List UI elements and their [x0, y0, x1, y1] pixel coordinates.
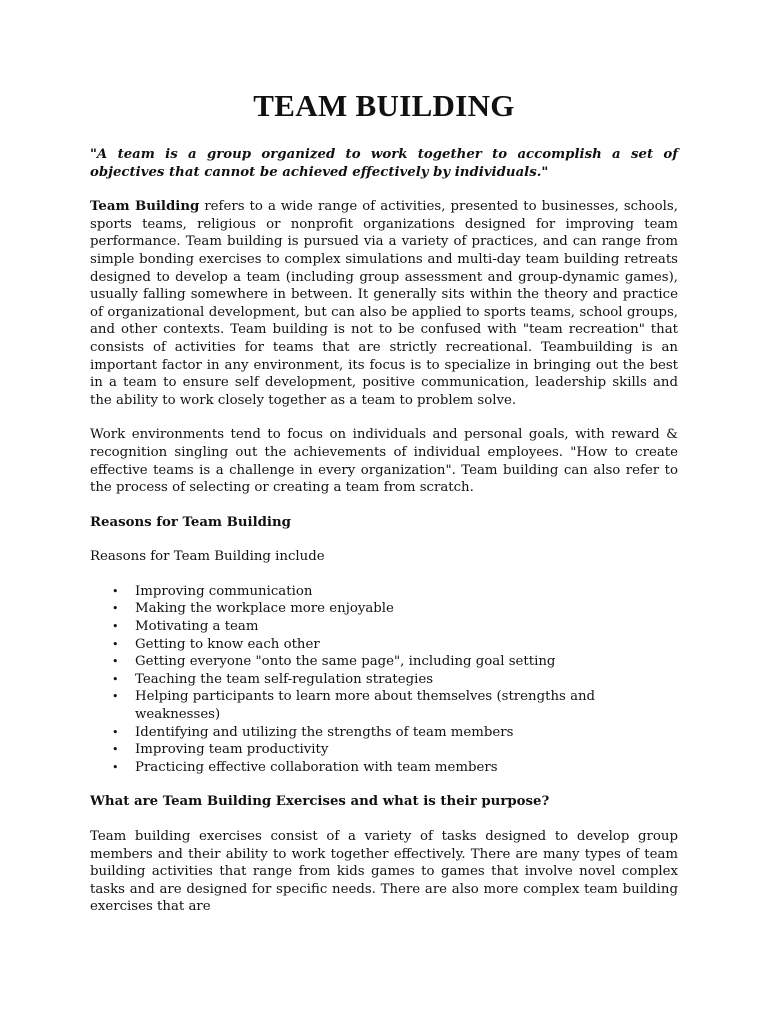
- list-item: • Motivating a team: [112, 619, 259, 635]
- document-page: [90, 88, 678, 933]
- list-item: • Getting everyone "onto the same page", including goal setting: [112, 654, 556, 670]
- list-item: • Helping participants to learn more about themselves (strengths and weaknesses): [112, 689, 596, 723]
- reasons-heading: Reasons for Team Building: [90, 514, 291, 530]
- list-item: • Identifying and utilizing the strengths of team members: [112, 724, 514, 740]
- exercises-heading: What are Team Building Exercises and what is their purpose?: [90, 794, 550, 810]
- bullet-icon: •: [112, 620, 119, 634]
- document-title: TEAM BUILDING: [253, 88, 515, 123]
- list-item: • Improving communication: [112, 583, 313, 599]
- reasons-intro: Reasons for Team Building include: [90, 549, 325, 565]
- definition-quote: "A team is a group organized to work together to accomplish a set of objectives that cannot be achieved effectively by individuals.": [90, 147, 678, 180]
- bullet-icon: •: [112, 725, 119, 739]
- list-item: • Making the workplace more enjoyable: [112, 601, 394, 617]
- bullet-icon: •: [112, 672, 119, 686]
- intro-text: refers to a wide range of activities, presented to businesses, schools, sports teams, religious or nonprofit organizations designed for improving team performance. Team building is pursued via a variety of practices, and can range from simple bonding exercises to complex simulations and multi-day team building retreats designed to develop a team (including group assessment and group-dynamic games), usually falling somewhere in between. It generally sits within the theory and practice of organizational development, but can also be applied to sports teams, school groups, and other contexts. Team building is not to be confused with "team recreation" that consists of activities for teams that are strictly recreational. Teambuilding is an important factor in any environment, its focus is to specialize in bringing out the best in a team to ensure self development, positive communication, leadership skills and the ability to work closely together as a team to problem solve.: [90, 199, 678, 408]
- bullet-icon: •: [112, 760, 119, 774]
- bullet-icon: •: [112, 690, 119, 704]
- intro-term: Team Building: [90, 199, 200, 215]
- bullet-icon: •: [112, 655, 119, 669]
- list-item: • Practicing effective collaboration with team members: [112, 759, 498, 775]
- bullet-icon: •: [112, 584, 119, 598]
- work-environments-paragraph: Work environments tend to focus on individuals and personal goals, with reward & recognition singling out the achievements of individual employees. "How to create effective teams is a challenge in every organization". Team building can also refer to the process of selecting or creating a team from scratch.: [90, 427, 678, 496]
- reasons-list: [90, 583, 678, 777]
- exercises-paragraph: Team building exercises consist of a variety of tasks designed to develop group members and their ability to work together effectively. There are many types of team building activities that range from kids games to games that involve novel complex tasks and are designed for specific needs. There are also more complex team building exercises that are: [90, 829, 678, 915]
- list-item: • Improving team productivity: [112, 742, 329, 758]
- bullet-icon: •: [112, 602, 119, 616]
- list-item: • Teaching the team self-regulation strategies: [112, 671, 434, 687]
- intro-paragraph: [90, 198, 678, 409]
- list-item: • Getting to know each other: [112, 636, 320, 652]
- bullet-icon: •: [112, 743, 119, 757]
- bullet-icon: •: [112, 637, 119, 651]
